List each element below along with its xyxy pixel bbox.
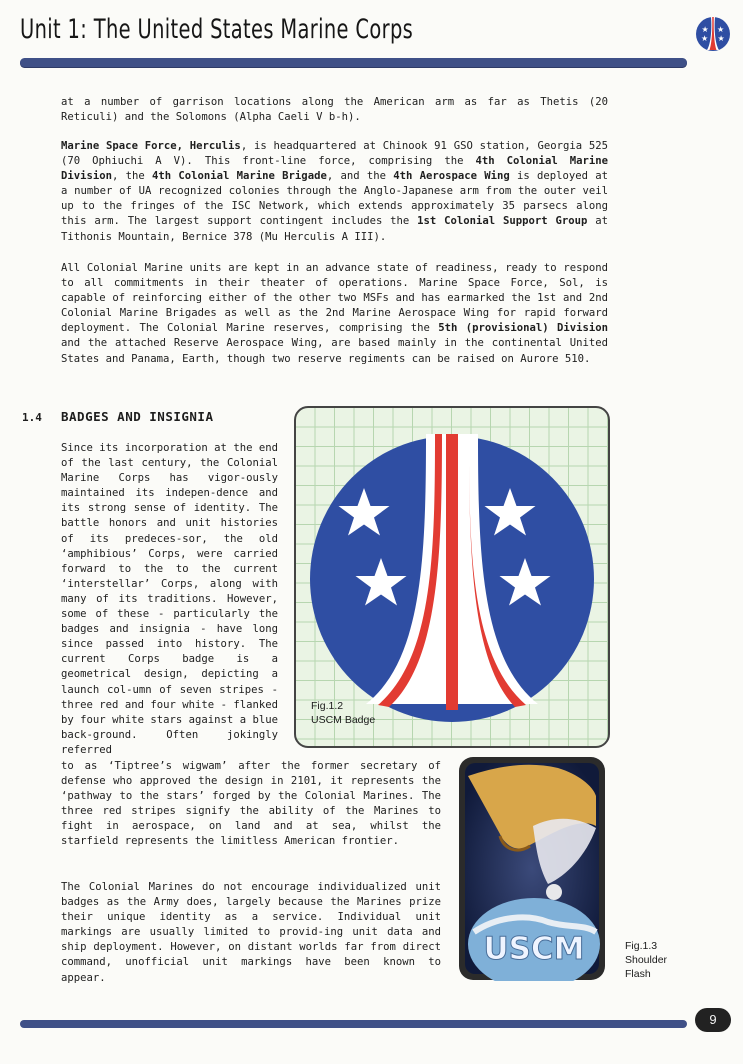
moon-icon [546,884,562,900]
shoulder-flash-patch [458,756,606,981]
header-divider [20,58,687,67]
intro-paragraph-3: All Colonial Marine units are kept in an advance state of readiness, ready to respond to all commitments in their theater of operations. Marine Space Force, Sol, is capable of reinforcing either of the other two MSFs and has earmarked the 1st and 2nd Colonial Marine Brigades as well as the 2nd Marine Aerospace Wing for rapid forward deployment. The Colonial Marine reserves, comprising the 5th (provisional) Division and the attached Reserve Aerospace Wing, are based mainly in the continental United States and Panama, Earth, though two reserve regiments can be raised on Aurore 510. [61,262,609,365]
figure-2-line-2: Flash [625,968,651,980]
uscm-logo-icon [695,16,731,52]
figure-2-caption [625,939,695,981]
figure-1-number: Fig.1.2 [311,700,344,712]
uscm-badge-icon [296,408,608,746]
section-title: BADGES AND INSIGNIA [61,409,214,424]
figure-1-caption [311,699,421,727]
section-paragraph-1b: to as ‘Tiptree’s wigwam’ after the former secretary of defense who approved the design in 2101, it represents the ‘pathway to the stars’ forged by the Colonial Marines. The three red stripes signify the ability of the Marines to fight in aerospace, on land and at sea, whilst the starfield represents the limitless American frontier. [61,760,441,848]
figure-2-line-1: Shoulder [625,954,668,966]
svg-text:★: ★ [717,25,725,34]
figure-1-label: USCM Badge [311,714,376,726]
intro-paragraph-1: at a number of garrison locations along the American arm as far as Thetis (20 Reticuli) and the Solomons (Alpha Caeli V b-h). [61,96,608,124]
svg-text:★: ★ [717,34,725,43]
uscm-badge-figure [294,406,610,748]
page-number: 9 [695,1008,731,1032]
patch-text: USCM [483,931,585,967]
intro-paragraph-2: Marine Space Force, Herculis, is headquartered at Chinook 91 GSO station, Georgia 525 (70 Ophiuchi A V). This front-line force, comprising the 4th Colonial Marine Division, the 4th Colonial Marine Brigade, and the 4th Aerospace Wing is deployed at a number of UA recognized colonies through the Anglo-Japanese arm from the outer veil up to the fringes of the ISC Network, which extends approximately 35 parsecs along this arm. The largest support contingent includes the 1st Colonial Support Group at Tithonis Mountain, Bernice 378 (Mu Herculis A III). [61,140,609,243]
page-title: Unit 1: The United States Marine Corps [20,14,414,45]
section-paragraph-1a: Since its incorporation at the end of the last century, the Colonial Marine Corps has vigor-ously maintained its indepen-dence and its strong sense of identity. The battle honors and unit histories of its predeces-sor, the old ‘amphibious’ Corps, were carried forward to the to the current ‘interstellar’ Corps, along with many of its traditions. However, some of these - particularly the badges and insignia - have long since passed into history. The current Corps badge is a geometrical design, depicting a launch col-umn of seven stripes - three red and four white - flanked by four white stars against a blue back-ground. Often jokingly referred [61,442,278,756]
footer-divider [20,1020,687,1028]
svg-text:★: ★ [701,34,709,43]
section-paragraph-2: The Colonial Marines do not encourage individualized unit badges as the Army does, largely because the Marines prize their unique identity as a service. Individual unit markings are usually limited to provid-ing unit data and ship deployment. However, on distant worlds far from direct command, unofficial unit markings have been known to appear. [61,881,441,984]
svg-text:★: ★ [701,25,709,34]
section-number: 1.4 [22,411,42,424]
figure-2-number: Fig.1.3 [625,940,658,952]
